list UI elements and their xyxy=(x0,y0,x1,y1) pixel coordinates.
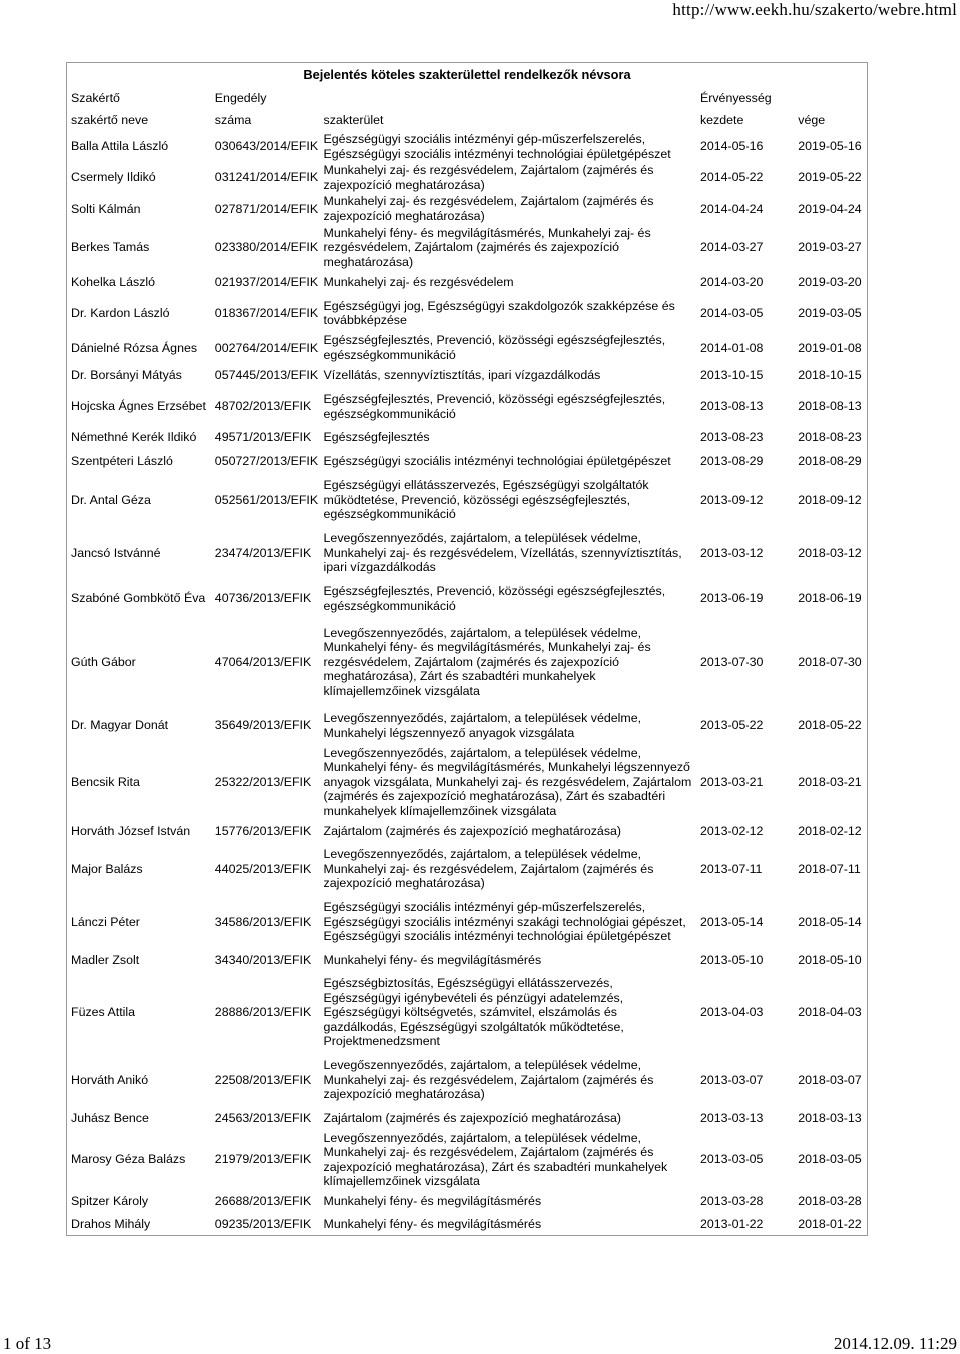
expert-registry-table xyxy=(66,62,868,1236)
valid-until: 2018-06-19 xyxy=(798,591,862,606)
expert-name: Dr. Magyar Donát xyxy=(71,718,169,733)
table-row xyxy=(67,364,868,388)
expert-name: Horváth Anikó xyxy=(71,1072,149,1087)
table-row xyxy=(67,949,868,972)
specialty-area: Munkahelyi zaj- és rezgésvédelem xyxy=(323,275,514,290)
valid-from: 2013-03-07 xyxy=(699,1072,764,1087)
expert-name: Major Balázs xyxy=(71,861,143,876)
valid-from: 2014-05-16 xyxy=(699,139,764,154)
permit-number: 47064/2013/EFIK xyxy=(214,654,312,669)
table-row xyxy=(67,474,868,527)
valid-until: 2019-01-08 xyxy=(798,340,862,355)
table-title: Bejelentés köteles szakterülettel rendelkezők névsora xyxy=(303,66,631,82)
valid-from: 2013-03-28 xyxy=(699,1194,764,1209)
specialty-area: Egészségfejlesztés, Prevenció, közösségi egészségfejlesztés, egészségkommunikáció xyxy=(323,391,666,421)
valid-from: 2013-02-12 xyxy=(699,823,764,838)
valid-until: 2018-03-12 xyxy=(798,545,862,560)
expert-name: Dánielné Rózsa Ágnes xyxy=(71,340,198,355)
header-expert: Szakértő xyxy=(71,90,120,105)
permit-number: 34586/2013/EFIK xyxy=(214,914,312,929)
expert-name: Dr. Antal Géza xyxy=(71,492,151,507)
valid-until: 2018-07-30 xyxy=(798,654,862,669)
expert-name: Horváth József István xyxy=(71,823,191,838)
permit-number: 21979/2013/EFIK xyxy=(214,1152,312,1167)
expert-name: Füzes Attila xyxy=(71,1005,136,1020)
valid-until: 2018-04-03 xyxy=(798,1005,862,1020)
header-end: vége xyxy=(798,112,826,127)
specialty-area: Egészségügyi szociális intézményi technológiai épületgépészet xyxy=(323,454,671,469)
valid-from: 2013-05-22 xyxy=(699,718,764,733)
expert-name: Berkes Tamás xyxy=(71,240,150,255)
specialty-area: Egészségügyi szociális intézményi gép-műszerfelszerelés, Egészségügyi szociális intézményi technológiai épületgépészet xyxy=(323,132,671,161)
valid-from: 2013-07-11 xyxy=(699,861,763,876)
valid-until: 2018-09-12 xyxy=(798,492,862,507)
specialty-area: Munkahelyi zaj- és rezgésvédelem, Zajártalom (zajmérés és zajexpozíció meghatározása) xyxy=(323,163,654,192)
header-blank xyxy=(320,87,696,109)
permit-number: 031241/2014/EFIK xyxy=(214,170,319,185)
specialty-area: Egészségügyi jog, Egészségügyi szakdolgozók szakképzése és továbbképzése xyxy=(323,298,675,328)
expert-name: Marosy Géza Balázs xyxy=(71,1152,186,1167)
expert-name: Szabóné Gombkötő Éva xyxy=(71,591,206,606)
table-row xyxy=(67,450,868,474)
valid-from: 2013-08-13 xyxy=(699,399,764,414)
permit-number: 15776/2013/EFIK xyxy=(214,823,312,838)
header-number: száma xyxy=(214,112,252,127)
print-datetime: 2014.12.09. 11:29 xyxy=(833,1334,957,1353)
table-row xyxy=(67,162,868,193)
valid-from: 2014-03-05 xyxy=(699,306,764,321)
valid-until: 2018-03-05 xyxy=(798,1152,862,1167)
page-counter: 1 of 13 xyxy=(3,1334,52,1353)
valid-from: 2013-05-14 xyxy=(699,914,764,929)
valid-from: 2014-03-27 xyxy=(699,240,764,255)
expert-name: Jancsó Istvánné xyxy=(71,545,161,560)
specialty-area: Levegőszennyeződés, zajártalom, a települések védelme, Munkahelyi fény- és megvilágításmérés, Munkahelyi zaj- és rezgésvédelem, Zajártalom (zajmérés és zajexpozíció meghatározása), Zárt és szabadtéri munkahelyek klímajellemzőinek vizsgálata xyxy=(323,625,651,698)
valid-from: 2013-05-10 xyxy=(699,952,764,967)
valid-until: 2018-07-11 xyxy=(798,861,861,876)
specialty-area: Zajártalom (zajmérés és zajexpozíció meghatározása) xyxy=(323,1110,622,1125)
valid-from: 2013-03-12 xyxy=(699,545,764,560)
permit-number: 002764/2014/EFIK xyxy=(214,340,319,355)
header-row-1 xyxy=(67,87,868,109)
specialty-area: Egészségügyi szociális intézményi gép-műszerfelszerelés, Egészségügyi szociális intézményi szakági technológiai gépészet, Egészségügyi szociális intézményi technológiai épületgépészet xyxy=(323,900,686,944)
permit-number: 22508/2013/EFIK xyxy=(214,1072,312,1087)
permit-number: 027871/2014/EFIK xyxy=(214,201,319,216)
expert-name: Bencsik Rita xyxy=(71,774,140,789)
specialty-area: Munkahelyi fény- és megvilágításmérés xyxy=(323,952,542,967)
specialty-area: Levegőszennyeződés, zajártalom, a települések védelme, Munkahelyi fény- és megvilágításmérés, Munkahelyi légszennyező anyagok vizsgálata, Munkahelyi zaj- és rezgésvédelem, Zajártalom (zajmérés és zajexpozíció meghatározása), Zárt és szabadtéri munkahelyek klímajellemzőinek vizsgálata xyxy=(323,745,692,818)
specialty-area: Munkahelyi fény- és megvilágításmérés, Munkahelyi zaj- és rezgésvédelem, Zajártalom (zajmérés és zajexpozíció meghatározása) xyxy=(323,225,651,269)
valid-until: 2019-05-22 xyxy=(798,170,862,185)
header-validity: Érvényesség xyxy=(699,90,772,105)
permit-number: 28886/2013/EFIK xyxy=(214,1005,312,1020)
table-row xyxy=(67,618,868,707)
specialty-area: Levegőszennyeződés, zajártalom, a települések védelme, Munkahelyi zaj- és rezgésvédelem, Zajártalom (zajmérés és zajexpozíció meghatározása) xyxy=(323,1058,654,1102)
valid-from: 2014-01-08 xyxy=(699,340,764,355)
expert-name: Drahos Mihály xyxy=(71,1216,151,1231)
expert-name: Hojcska Ágnes Erzsébet xyxy=(71,399,206,414)
expert-name: Csermely Ildikó xyxy=(71,170,156,185)
permit-number: 052561/2013/EFIK xyxy=(214,492,319,507)
valid-from: 2013-04-03 xyxy=(699,1005,764,1020)
valid-from: 2013-06-19 xyxy=(699,591,764,606)
specialty-area: Munkahelyi zaj- és rezgésvédelem, Zajártalom (zajmérés és zajexpozíció meghatározása) xyxy=(323,194,654,223)
specialty-area: Levegőszennyeződés, zajártalom, a települések védelme, Munkahelyi zaj- és rezgésvédelem, Zajártalom (zajmérés és zajexpozíció meghatározása), Zárt és szabadtéri munkahelyek klímajellemzőinek vizsgálata xyxy=(323,1130,668,1189)
valid-until: 2018-08-23 xyxy=(798,430,862,445)
table-row xyxy=(67,270,868,294)
table-row xyxy=(67,1190,868,1213)
permit-number: 057445/2013/EFIK xyxy=(214,368,319,383)
expert-name: Dr. Kardon László xyxy=(71,306,170,321)
valid-until: 2018-03-13 xyxy=(798,1110,862,1125)
table-row xyxy=(67,131,868,162)
specialty-area: Egészségügyi ellátásszervezés, Egészségügyi szolgáltatók működtetése, Prevenció, közösségi egészségfejlesztés, egészségkommunikáció xyxy=(323,478,649,522)
table-body xyxy=(67,131,868,1236)
specialty-area: Egészségfejlesztés, Prevenció, közösségi egészségfejlesztés, egészségkommunikáció xyxy=(323,583,666,613)
valid-until: 2018-03-21 xyxy=(798,774,862,789)
specialty-area: Egészségfejlesztés, Prevenció, közösségi egészségfejlesztés, egészségkommunikáció xyxy=(323,333,666,362)
expert-name: Némethné Kerék Ildikó xyxy=(71,430,197,445)
valid-until: 2019-03-05 xyxy=(798,306,862,321)
table-row xyxy=(67,1054,868,1107)
permit-number: 49571/2013/EFIK xyxy=(214,430,312,445)
expert-name: Szentpéteri László xyxy=(71,454,173,469)
specialty-area: Munkahelyi fény- és megvilágításmérés xyxy=(323,1216,542,1231)
expert-name: Solti Kálmán xyxy=(71,201,141,216)
valid-until: 2018-03-07 xyxy=(798,1072,862,1087)
table-row xyxy=(67,225,868,271)
specialty-area: Munkahelyi fény- és megvilágításmérés xyxy=(323,1194,542,1209)
expert-name: Dr. Borsányi Mátyás xyxy=(71,368,182,383)
valid-until: 2018-08-13 xyxy=(798,399,862,414)
specialty-area: Levegőszennyeződés, zajártalom, a települések védelme, Munkahelyi légszennyező anyagok vizsgálata xyxy=(323,710,642,740)
valid-from: 2013-07-30 xyxy=(699,654,764,669)
header-area: szakterület xyxy=(323,112,384,127)
permit-number: 09235/2013/EFIK xyxy=(214,1216,312,1231)
permit-number: 050727/2013/EFIK xyxy=(214,454,319,469)
valid-from: 2014-05-22 xyxy=(699,170,764,185)
expert-name: Kohelka László xyxy=(71,275,156,290)
header-name: szakértő neve xyxy=(71,112,149,127)
valid-until: 2019-03-20 xyxy=(798,275,862,290)
valid-until: 2018-05-10 xyxy=(798,952,862,967)
table-row xyxy=(67,193,868,224)
valid-until: 2018-10-15 xyxy=(798,368,862,383)
valid-until: 2019-04-24 xyxy=(798,201,862,216)
valid-until: 2019-03-27 xyxy=(798,240,862,255)
table-title-row xyxy=(67,63,868,88)
valid-until: 2018-05-14 xyxy=(798,914,862,929)
header-row-2 xyxy=(67,109,868,131)
specialty-area: Zajártalom (zajmérés és zajexpozíció meghatározása) xyxy=(323,823,622,838)
permit-number: 023380/2014/EFIK xyxy=(214,240,319,255)
permit-number: 25322/2013/EFIK xyxy=(214,774,312,789)
valid-from: 2013-03-13 xyxy=(699,1110,764,1125)
permit-number: 021937/2014/EFIK xyxy=(214,275,319,290)
table-row xyxy=(67,896,868,949)
specialty-area: Egészségfejlesztés xyxy=(323,430,430,445)
valid-until: 2018-03-28 xyxy=(798,1194,862,1209)
table-row xyxy=(67,745,868,820)
expert-name: Gúth Gábor xyxy=(71,654,136,669)
permit-number: 018367/2014/EFIK xyxy=(214,306,319,321)
table-row xyxy=(67,580,868,618)
specialty-area: Egészségbiztosítás, Egészségügyi ellátásszervezés, Egészségügyi igénybevételi és pénzügyi adatelemzés, Egészségügyi költségvetés, számvitel, elszámolás és gazdálkodás, Egészségügyi szolgáltatók működtetése, Projektmenedzsment xyxy=(323,976,624,1049)
table-row xyxy=(67,527,868,580)
valid-until: 2019-05-16 xyxy=(798,139,862,154)
specialty-area: Levegőszennyeződés, zajártalom, a települések védelme, Munkahelyi zaj- és rezgésvédelem, Vízellátás, szennyvíztisztítás, ipari vízgazdálkodás xyxy=(323,531,682,575)
table-row xyxy=(67,1213,868,1236)
table-row xyxy=(67,388,868,426)
valid-from: 2014-03-20 xyxy=(699,275,764,290)
specialty-area: Vízellátás, szennyvíztisztítás, ipari vízgazdálkodás xyxy=(323,368,601,383)
permit-number: 23474/2013/EFIK xyxy=(214,545,312,560)
table-row xyxy=(67,332,868,363)
valid-until: 2018-01-22 xyxy=(798,1216,862,1231)
valid-from: 2013-09-12 xyxy=(699,492,764,507)
valid-from: 2014-04-24 xyxy=(699,201,764,216)
expert-name: Madler Zsolt xyxy=(71,952,140,967)
permit-number: 26688/2013/EFIK xyxy=(214,1194,312,1209)
permit-number: 44025/2013/EFIK xyxy=(214,861,312,876)
table-row xyxy=(67,707,868,745)
valid-until: 2018-05-22 xyxy=(798,718,862,733)
table-row xyxy=(67,426,868,450)
permit-number: 34340/2013/EFIK xyxy=(214,952,312,967)
table-row xyxy=(67,972,868,1054)
expert-name: Juhász Bence xyxy=(71,1110,149,1125)
specialty-area: Levegőszennyeződés, zajártalom, a települések védelme, Munkahelyi zaj- és rezgésvédelem, Zajártalom (zajmérés és zajexpozíció meghatározása) xyxy=(323,847,654,891)
permit-number: 40736/2013/EFIK xyxy=(214,591,312,606)
permit-number: 48702/2013/EFIK xyxy=(214,399,312,414)
table-row xyxy=(67,294,868,332)
header-permit: Engedély xyxy=(214,90,267,105)
table-row xyxy=(67,843,868,896)
valid-from: 2013-10-15 xyxy=(699,368,764,383)
valid-from: 2013-08-29 xyxy=(699,454,764,469)
valid-from: 2013-03-21 xyxy=(699,774,764,789)
valid-from: 2013-01-22 xyxy=(699,1216,764,1231)
table-row xyxy=(67,820,868,843)
permit-number: 24563/2013/EFIK xyxy=(214,1110,312,1125)
permit-number: 35649/2013/EFIK xyxy=(214,718,312,733)
permit-number: 030643/2014/EFIK xyxy=(214,139,319,154)
expert-name: Balla Attila László xyxy=(71,139,169,154)
expert-name: Lánczi Péter xyxy=(71,914,140,929)
valid-from: 2013-03-05 xyxy=(699,1152,764,1167)
table-row xyxy=(67,1107,868,1130)
valid-until: 2018-02-12 xyxy=(798,823,862,838)
valid-from: 2013-08-23 xyxy=(699,430,764,445)
expert-name: Spitzer Károly xyxy=(71,1194,149,1209)
valid-until: 2018-08-29 xyxy=(798,454,862,469)
header-start: kezdete xyxy=(699,112,744,127)
page-url: http://www.eekh.hu/szakerto/webre.html xyxy=(672,0,957,19)
table-row xyxy=(67,1130,868,1190)
